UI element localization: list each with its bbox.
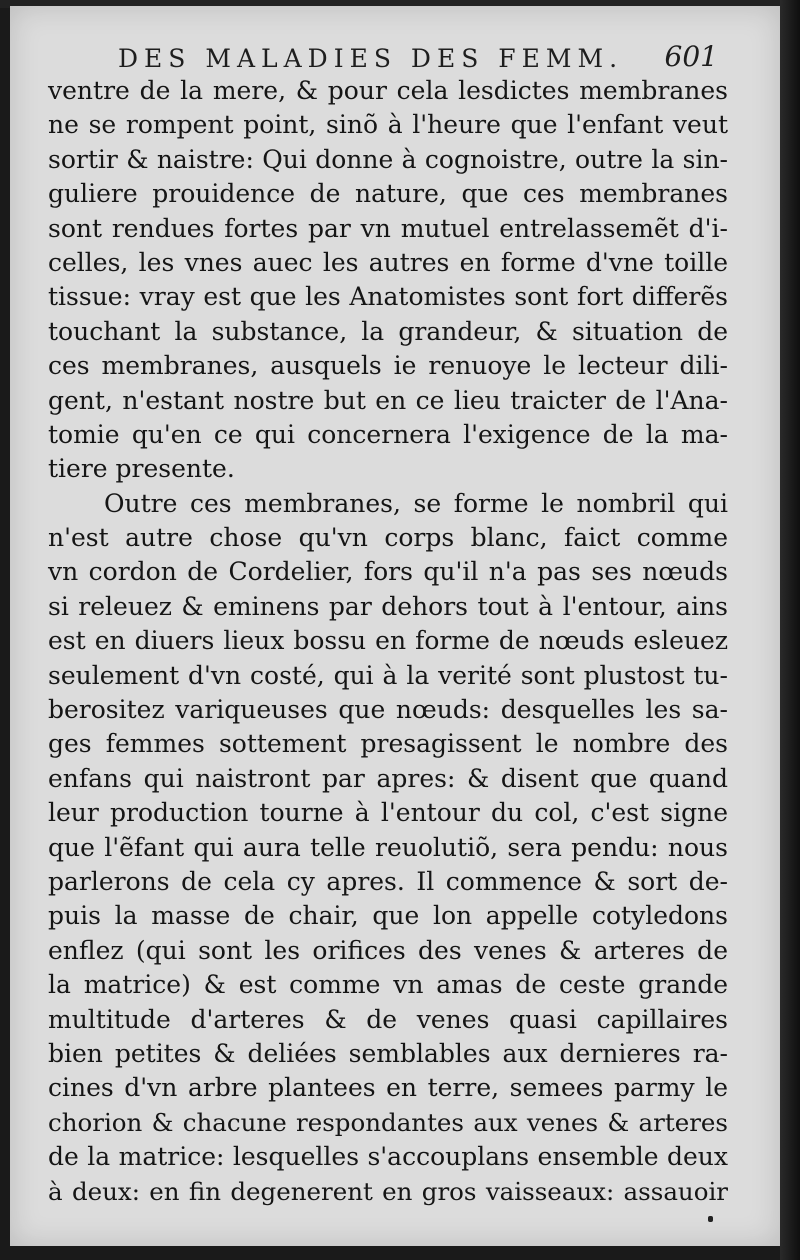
text-line: multitude d'arteres & de venes quasi capillaires bbox=[48, 1004, 728, 1034]
body-text bbox=[48, 74, 728, 1209]
text-line: sortir & naistre: Qui donne à cognoistre, outre la sin- bbox=[48, 144, 728, 174]
text-line: cines d'vn arbre plantees en terre, semees parmy le bbox=[48, 1073, 728, 1103]
text-line: berositez variqueuses que nœuds: desquelles les sa- bbox=[48, 695, 728, 725]
text-line: gent, n'estant nostre but en ce lieu traicter de l'Ana- bbox=[48, 385, 728, 415]
text-line: la matrice) & est comme vn amas de ceste grande bbox=[48, 970, 728, 1000]
page-number: 601 bbox=[664, 40, 718, 73]
text-line: enflez (qui sont les orifices des venes & arteres de bbox=[48, 935, 728, 965]
text-line: vn cordon de Cordelier, fors qu'il n'a pas ses nœuds bbox=[48, 557, 728, 587]
text-line: de la matrice: lesquelles s'accouplans ensemble deux bbox=[48, 1142, 728, 1172]
text-line: celles, les vnes auec les autres en forme d'vne toille bbox=[48, 247, 728, 277]
scan-right-edge bbox=[780, 0, 800, 1260]
text-line: leur production tourne à l'entour du col, c'est signe bbox=[48, 798, 728, 828]
text-line: tomie qu'en ce qui concernera l'exigence de la ma- bbox=[48, 419, 728, 449]
text-line: que l'ẽfant qui aura telle reuolutiõ, sera pendu: nous bbox=[48, 832, 728, 862]
ink-mark bbox=[708, 1216, 713, 1222]
text-line: ges femmes sottement presagissent le nombre des bbox=[48, 729, 728, 759]
text-line: ventre de la mere, & pour cela lesdictes membranes bbox=[48, 76, 728, 105]
text-line: parlerons de cela cy apres. Il commence & sort de- bbox=[48, 866, 728, 896]
text-line: chorion & chacune respondantes aux venes & arteres bbox=[48, 1107, 728, 1137]
text-line: ne se rompent point, sinõ à l'heure que l'enfant veut bbox=[48, 110, 728, 140]
text-line: à deux: en fin degenerent en gros vaisseaux: assauoir bbox=[48, 1176, 728, 1206]
text-line: est en diuers lieux bossu en forme de nœuds esleuez bbox=[48, 626, 728, 656]
text-line: n'est autre chose qu'vn corps blanc, faict comme bbox=[48, 523, 728, 553]
running-head: DES MALADIES DES FEMM. bbox=[118, 44, 624, 73]
text-line: ces membranes, ausquels ie renuoye le lecteur dili- bbox=[48, 351, 728, 381]
paragraph-end-line: tiere presente. bbox=[48, 454, 235, 484]
text-line: guliere prouidence de nature, que ces membranes bbox=[48, 179, 728, 209]
paragraph-first-line: Outre ces membranes, se forme le nombril qui bbox=[104, 488, 728, 518]
text-line: bien petites & deliées semblables aux dernieres ra- bbox=[48, 1038, 728, 1068]
text-line: enfans qui naistront par apres: & disent que quand bbox=[48, 763, 728, 793]
text-line: sont rendues fortes par vn mutuel entrelassemẽt d'i- bbox=[48, 213, 728, 243]
text-line: seulement d'vn costé, qui à la verité sont plustost tu- bbox=[48, 660, 728, 690]
text-line: si releuez & eminens par dehors tout à l'entour, ains bbox=[48, 591, 728, 621]
text-line: puis la masse de chair, que lon appelle cotyledons bbox=[48, 901, 728, 931]
text-line: tissue: vray est que les Anatomistes sont fort differẽs bbox=[48, 282, 728, 312]
text-line: touchant la substance, la grandeur, & situation de bbox=[48, 316, 728, 346]
